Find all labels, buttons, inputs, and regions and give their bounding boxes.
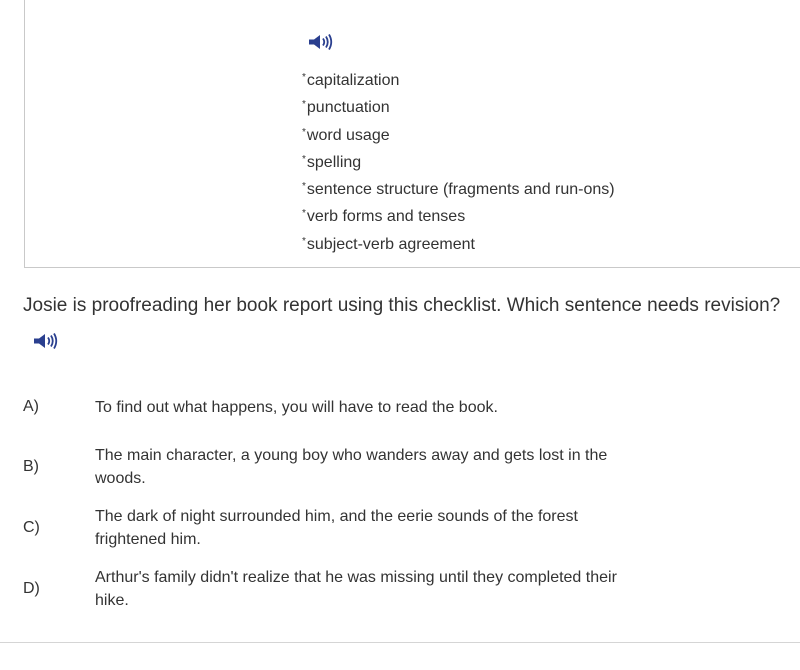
checklist-item	[302, 119, 615, 146]
checklist-item-label: verb forms and tenses	[306, 208, 466, 226]
option-text: Arthur's family didn't realize that he was missing until they completed their hike.	[95, 569, 617, 609]
bullet: *	[302, 153, 306, 165]
checklist-item	[302, 64, 615, 91]
checklist-item-label: capitalization	[306, 72, 400, 89]
option-text: The main character, a young boy who wanders away and gets lost in the woods.	[95, 447, 608, 487]
checklist-item	[302, 146, 615, 173]
checklist-item	[302, 228, 615, 255]
divider	[0, 642, 800, 643]
bullet: *	[302, 72, 306, 83]
checklist-item-label: subject-verb agreement	[306, 235, 475, 253]
answer-option-c[interactable]	[0, 505, 800, 553]
speaker-volume-icon[interactable]	[308, 33, 334, 51]
checklist-item-label: spelling	[306, 153, 362, 171]
checklist-item-label: punctuation	[306, 99, 390, 117]
checklist-item-label: word usage	[306, 126, 390, 144]
checklist-item	[302, 173, 615, 200]
option-text: The dark of night surrounded him, and the eerie sounds of the forest frightened him.	[95, 508, 578, 548]
option-letter: B)	[23, 458, 39, 475]
bullet: *	[302, 126, 306, 138]
bullet: *	[302, 208, 306, 220]
answer-option-a[interactable]	[0, 396, 800, 420]
bullet: *	[302, 99, 306, 111]
answer-option-b[interactable]	[0, 444, 800, 492]
checklist-item	[302, 200, 615, 227]
option-text: To find out what happens, you will have to read the book.	[95, 399, 498, 416]
checklist-item-label: sentence structure (fragments and run-ons)	[306, 181, 615, 199]
answer-option-d[interactable]	[0, 566, 800, 614]
option-letter: C)	[23, 519, 40, 536]
question-prompt: Josie is proofreading her book report using this checklist. Which sentence needs revision?	[23, 295, 781, 316]
bullet: *	[302, 181, 306, 193]
option-letter: A)	[23, 398, 39, 415]
checklist-item	[302, 91, 615, 118]
speaker-volume-icon[interactable]	[33, 332, 59, 350]
option-letter: D)	[23, 580, 40, 597]
bullet: *	[302, 235, 306, 247]
proofreading-checklist	[302, 64, 615, 255]
